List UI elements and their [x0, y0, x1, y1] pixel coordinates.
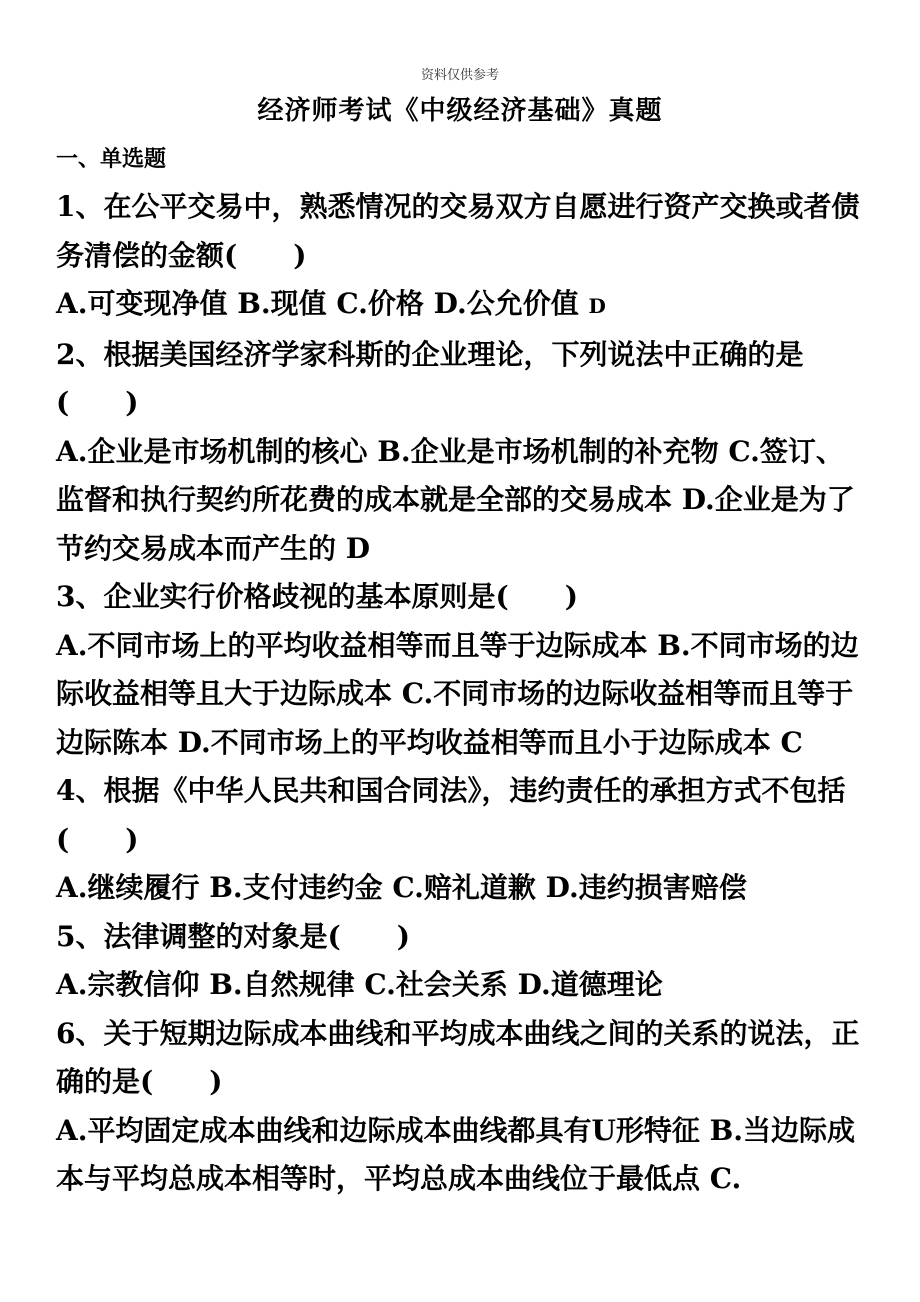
question-1-stem: 1、在公平交易中，熟悉情况的交易双方自愿进行资产交换或者债务清偿的金额( )	[56, 190, 860, 272]
question-list	[56, 183, 868, 1204]
question-4-stem: 4、根据《中华人民共和国合同法》，违约责任的承担方式不包括( )	[56, 774, 846, 856]
question-4-options: A.继续履行 B.支付违约金 C.赔礼道歉 D.违约损害赔偿	[56, 871, 747, 904]
document-title: 经济师考试《中级经济基础》真题	[257, 96, 663, 126]
header-note: 资料仅供参考	[420, 68, 499, 83]
question-6-stem: 6、关于短期边际成本曲线和平均成本曲线之间的关系的说法，正确的是( )	[56, 1016, 860, 1098]
question-5-options: A.宗教信仰 B.自然规律 C.社会关系 D.道德理论	[56, 968, 663, 1001]
question-1-options	[56, 280, 868, 331]
question-1-options-text: A.可变现净值 B.现值 C.价格 D.公允价值	[56, 287, 589, 320]
question-5-stem: 5、法律调整的对象是( )	[56, 919, 410, 953]
question-1-answer: D	[588, 294, 606, 318]
question-3-stem: 3、企业实行价格歧视的基本原则是( )	[56, 580, 578, 613]
section-heading: 一、单选题	[56, 146, 167, 172]
question-2-stem: 2、根据美国经济学家科斯的企业理论，下列说法中正确的是( )	[56, 337, 804, 419]
question-2-options: A.企业是市场机制的核心 B.企业是市场机制的补充物 C.签订、监督和执行契约所花费的成本就是全部的交易成本 D.企业是为了节约交易成本而产生的 D	[56, 434, 855, 565]
question-6-options: A.平均固定成本曲线和边际成本曲线都具有U形特征 B.当边际成本与平均总成本相等时，平均总成本曲线位于最低点 C.	[56, 1113, 856, 1195]
question-3-options: A.不同市场上的平均收益相等而且等于边际成本 B.不同市场的边际收益相等且大于边际成本 C.不同市场的边际收益相等而且等于边际陈本 D.不同市场上的平均收益相等而且小于边际成本 C	[56, 628, 859, 759]
